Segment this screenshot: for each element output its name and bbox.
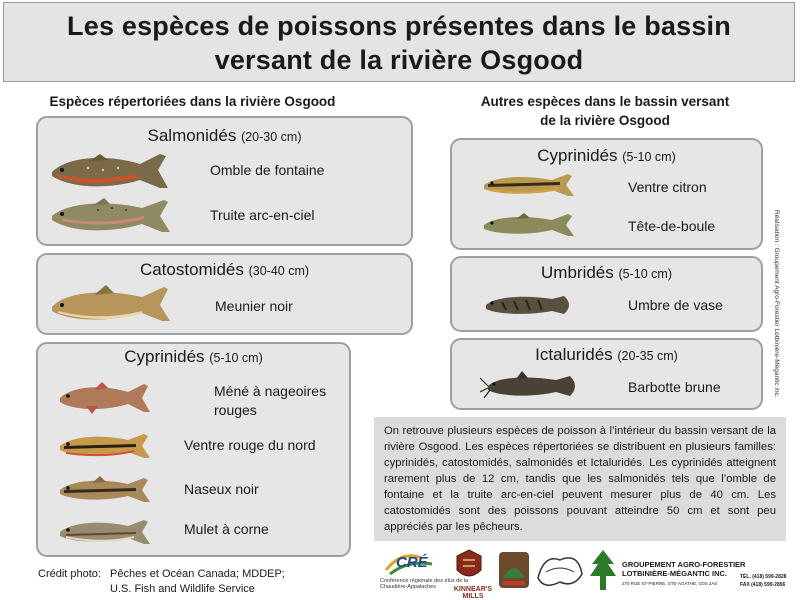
northern-redbelly-dace-fish-icon (56, 428, 156, 464)
family-size-range: (5-10 cm) (622, 150, 676, 164)
central-mudminnow-fish-icon (482, 290, 578, 320)
right-heading-line2: de la rivière Osgood (540, 113, 670, 128)
group-name-line2: LOTBINIÈRE-MÉGANTIC INC. (622, 569, 727, 578)
side-credit: Réalisation : Groupement Agro-Forestier Lotbinière-Mégantic inc. (773, 210, 780, 398)
family-size-range: (30-40 cm) (248, 264, 310, 278)
species-label: Umbre de vase (628, 297, 723, 313)
family-size-range: (5-10 cm) (618, 267, 672, 281)
family-title-umbrides (452, 263, 761, 283)
panel-salmonides (36, 116, 413, 246)
brook-trout-fish-icon (48, 148, 178, 194)
kinnears-mills-logo (446, 548, 496, 600)
scpa-logo-icon (497, 548, 531, 592)
cre-logo-text: CRÉ (396, 554, 428, 571)
family-name: Catostomidés (139, 260, 244, 279)
group-name-line1: GROUPEMENT AGRO-FORESTIER (622, 560, 746, 569)
panel-catostomides (36, 253, 413, 335)
panel-cyprinides-right (450, 138, 763, 250)
title-banner (3, 2, 795, 82)
species-label: Ventre citron (628, 179, 707, 195)
species-label: Mulet à corne (184, 521, 269, 537)
family-name: Cyprinidés (124, 347, 205, 366)
species-label: Barbotte brune (628, 379, 721, 395)
family-name: Umbridés (541, 263, 614, 282)
group-fax: FAX (418) 599-2856 (740, 582, 786, 588)
group-phone: TÉL. (418) 599-2828 (740, 574, 787, 580)
right-column-heading (450, 92, 760, 130)
rainbow-trout-fish-icon (48, 194, 178, 238)
groupement-logo-text (622, 548, 792, 598)
panel-umbrides (450, 256, 763, 332)
family-size-range: (20-35 cm) (617, 349, 678, 363)
osgood-logo-icon (534, 548, 586, 592)
family-size-range: (20-30 cm) (241, 130, 302, 144)
panel-ictalurides (450, 338, 763, 410)
family-title-cyprinides (452, 146, 761, 166)
family-title-cyprinides (38, 347, 349, 367)
family-name: Salmonidés (147, 126, 237, 145)
white-sucker-fish-icon (48, 281, 178, 327)
species-label: Truite arc-en-ciel (210, 207, 315, 223)
species-label: Ventre rouge du nord (184, 437, 316, 453)
credit-line1: Pêches et Océan Canada; MDDEP; (110, 568, 285, 580)
page-title-line2: versant de la rivière Osgood (214, 45, 584, 75)
kinnears-emblem-icon (454, 548, 484, 584)
species-label: Méné à nageoires rouges (214, 383, 327, 418)
credit-label: Crédit photo: (38, 568, 101, 580)
right-heading-line1: Autres espèces dans le bassin versant (480, 94, 730, 109)
family-name: Ictaluridés (535, 345, 613, 364)
page-title (4, 9, 794, 77)
family-size-range: (5-10 cm) (209, 351, 263, 365)
southern-redbelly-dace-fish-icon (480, 170, 580, 200)
species-label: Meunier noir (215, 298, 293, 314)
left-column-heading: Espèces répertoriées dans la rivière Osgood (49, 94, 336, 109)
species-label: Naseux noir (184, 481, 259, 497)
species-label: Omble de fontaine (210, 162, 325, 178)
cre-subtitle: Conférence régionale des élus de la Chaudière-Appalaches (380, 578, 469, 590)
groupement-tree-logo-icon (588, 548, 618, 594)
redfin-shiner-fish-icon (56, 378, 156, 418)
credit-line2: U.S. Fish and Wildlife Service (110, 583, 255, 595)
page-title-line1: Les espèces de poissons présentes dans le bassin (67, 11, 731, 41)
blacknose-dace-fish-icon (56, 472, 156, 508)
species-label: Tête-de-boule (628, 218, 716, 234)
panel-cyprinides-left (36, 342, 351, 557)
fathead-minnow-fish-icon (480, 210, 580, 240)
family-title-salmonides (38, 126, 411, 146)
description-box: On retrouve plusieurs espèces de poisson à l’intérieur du bassin versant de la rivière Osgood. Les espèces répertoriées se distribuent en plusieurs familles: cyprinidés, catostomidés, salmonidés et Ictaluridés. Les cyprinidés atteignent rarement plus de 12 cm, tandis que les salmonidés tels que l’omble de fontaine et la truite arc-en-ciel peuvent mesurer plus de 40 cm. Les catostomidés sont des poissons pouvant atteindre 50 cm et sont peu appréciés par les pêcheurs. (374, 417, 786, 541)
brown-bullhead-fish-icon (480, 368, 584, 404)
family-title-catostomides (38, 260, 411, 280)
group-address: 270 RUE ST-PIERRE, STE-AGATHE, G0S 2A0 (622, 581, 717, 586)
creek-chub-fish-icon (56, 514, 156, 550)
photo-credit (38, 567, 285, 597)
kinnears-logo-text: KINNEAR'S MILLS (453, 586, 493, 600)
family-name: Cyprinidés (537, 146, 618, 165)
family-title-ictalurides (452, 345, 761, 365)
